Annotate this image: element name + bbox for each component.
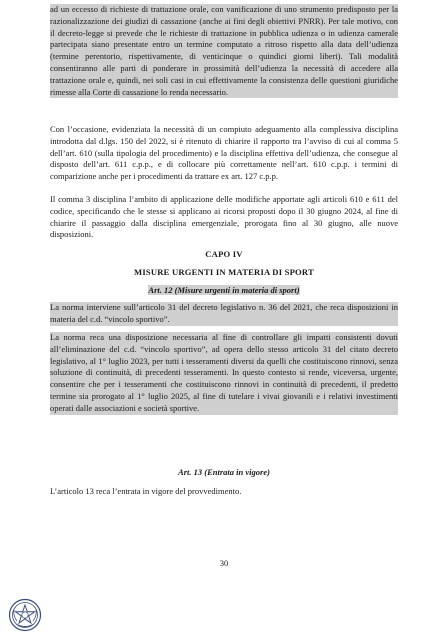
chapter-subheading: MISURE URGENTI IN MATERIA DI SPORT: [134, 267, 314, 277]
republic-emblem-icon: [8, 598, 42, 632]
paragraph-art12-body: La norma reca una disposizione necessaria al fine di controllare gli impatti consistenti dovuti all’eliminazione del c.d. “vincolo sportivo”, ad opera dello stesso articolo 31 del citato decreto legislativo, al 1° luglio 2023, per tutti i tesseramenti diversi da quelli che costituiscono rinnovi, senza soluzione di continuità, di precedenti tesseramenti. In questo contesto si rende, viceversa, urgente, consentire che per i tesseramenti che costituiscono rinnovi in continuità di precedenti, il predetto termine sia prorogato al 1° luglio 2025, al fine di tutelare i vivai giovanili e i relativi investimenti operati dalle associazioni e società sportive.: [50, 332, 398, 413]
article-12-heading-text: Art. 12 (Misure urgenti in materia di sport): [148, 285, 300, 295]
article-12-heading: [50, 285, 398, 295]
chapter-heading: CAPO IV: [205, 249, 243, 259]
page-number: 30: [219, 558, 229, 568]
paragraph-comma-3: Il comma 3 disciplina l’ambito di applicazione delle modifiche apportate agli articoli 610 e 611 del codice, specificando che le stesse si applicano ai ricorsi proposti dopo il 30 giugno 2024, al fine di chiarire il passaggio dalla disciplina emergenziale, prorogata fino al 30 giugno, alle nuove disposizioni.: [50, 194, 398, 240]
paragraph-art13: L’articolo 13 reca l’entrata in vigore del provvedimento.: [50, 486, 242, 496]
article-13-heading: Art. 13 (Entrata in vigore): [178, 467, 270, 477]
paragraph-adeguamento: Con l’occasione, evidenziata la necessità di un compiuto adeguamento alla complessiva disciplina introdotta dal d.lgs. 150 del 2022, si è ritenuto di chiarire il rapporto tra l’avviso di cui al comma 5 dell’art. 610 (sulla tipologia del procedimento) e la disciplina effettiva dell’udienza, che consegue al disposto dell’art. 611 c.p.p., e di collocare più correttamente nell’art. 610 c.p.p. i termini di comparizione anche per i procedimenti da trattare ex art. 127 c.p.p.: [50, 124, 398, 182]
paragraph-art12-intro: La norma interviene sull’articolo 31 del decreto legislativo n. 36 del 2021, che reca disposizioni in materia del c.d. “vincolo sportivo”.: [50, 302, 398, 324]
paragraph-trattazione-orale: ad un eccesso di richieste di trattazione orale, con vanificazione di uno strumento predisposto per la razionalizzazione dei giudizi di cassazione (anche ai fini degli obiettivi PNRR). Per tale motivo, con il decreto-legge si prevede che le richieste di trattazione in pubblica udienza o in udienza camerale partecipata siano presentate entro un termine computato a ritroso rispetto alla data dell’udienza (termine perentorio, rispettivamente, di venticinque o quindici giorni liberi). Tali modalità consentiranno alle parti di ponderare in prossimità dell’udienza la necessità di accedere alla trattazione orale e, quindi, nei soli casi in cui effettivamente la consistenza delle questioni giuridiche rimesse alla Corte di cassazione lo renda necessario.: [50, 4, 398, 97]
